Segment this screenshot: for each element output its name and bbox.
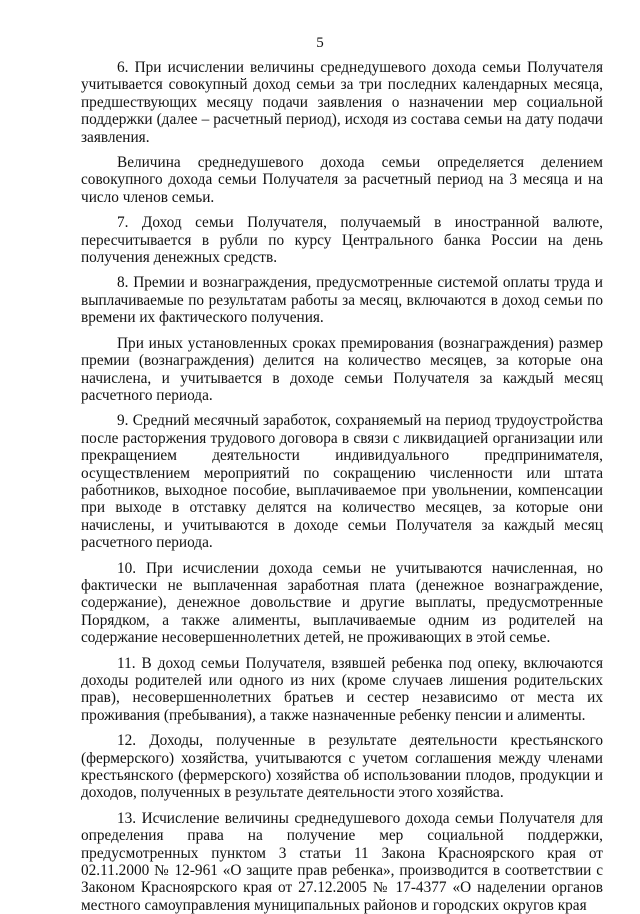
paragraph-13: 13. Исчисление величины среднедушевого дохода семьи Получателя для определения права на получение мер социальной поддержки, предусмотренных пунктом 3 статьи 11 Закона Красноярского края от 02.11.2000 № 12-961 «О защите прав ребенка», производится в соответствии с Законом Красноярского края от 27.12.2005 № 17-4377 «О наделении органов местного самоуправления муниципальных районов и городских округов края bbox=[81, 809, 603, 914]
document-body bbox=[81, 59, 603, 914]
paragraph-8: 8. Премии и вознаграждения, предусмотренные системой оплаты труда и выплачиваемые по результатам работы за месяц, включаются в доход семьи по времени их фактического получения. bbox=[81, 274, 603, 327]
paragraph-12: 12. Доходы, полученные в результате деятельности крестьянского (фермерского) хозяйства, учитываются с учетом соглашения между членами крестьянского (фермерского) хозяйства об использовании плодов, продукции и доходов, полученных в результате деятельности этого хозяйства. bbox=[81, 732, 603, 802]
paragraph-8-continuation: При иных установленных сроках премирования (вознаграждения) размер премии (вознаграждения) делится на количество месяцев, за которые она начислена, и учитывается в доходе семьи Получателя за каждый месяц расчетного периода. bbox=[81, 334, 603, 404]
paragraph-6: 6. При исчислении величины среднедушевого дохода семьи Получателя учитывается совокупный доход семьи за три последних календарных месяца, предшествующих месяцу подачи заявления о назначении мер социальной поддержки (далее – расчетный период), исходя из состава семьи на дату подачи заявления. bbox=[81, 59, 603, 146]
paragraph-6-continuation: Величина среднедушевого дохода семьи определяется делением совокупного дохода семьи Получателя за расчетный период на 3 месяца и на число членов семьи. bbox=[81, 154, 603, 206]
paragraph-11: 11. В доход семьи Получателя, взявшей ребенка под опеку, включаются доходы родителей или одного из них (кроме случаев лишения родительских прав), несовершеннолетних братьев и сестер независимо от места их проживания (пребывания), а также назначенные ребенку пенсии и алименты. bbox=[81, 654, 603, 724]
paragraph-9: 9. Средний месячный заработок, сохраняемый на период трудоустройства после расторжения трудового договора в связи с ликвидацией организации или прекращением деятельности индивидуального предпринимателя, осуществлением мероприятий по сокращению численности или штата работников, выходное пособие, выплачиваемое при увольнении, компенсации при выходе в отставку делятся на количество месяцев, за которые они начислены, и учитываются в доходе семьи Получателя за каждый месяц расчетного периода. bbox=[81, 412, 603, 552]
paragraph-7: 7. Доход семьи Получателя, получаемый в иностранной валюте, пересчитывается в рубли по курсу Центрального банка России на день получения денежных средств. bbox=[81, 214, 603, 267]
paragraph-10: 10. При исчислении дохода семьи не учитываются начисленная, но фактически не выплаченная заработная плата (денежное вознаграждение, содержание), денежное довольствие и другие выплаты, предусмотренные Порядком, а также алименты, выплачиваемые одним из родителей на содержание несовершеннолетних детей, не проживающих в этой семье. bbox=[81, 559, 603, 647]
page-number: 5 bbox=[316, 35, 324, 51]
